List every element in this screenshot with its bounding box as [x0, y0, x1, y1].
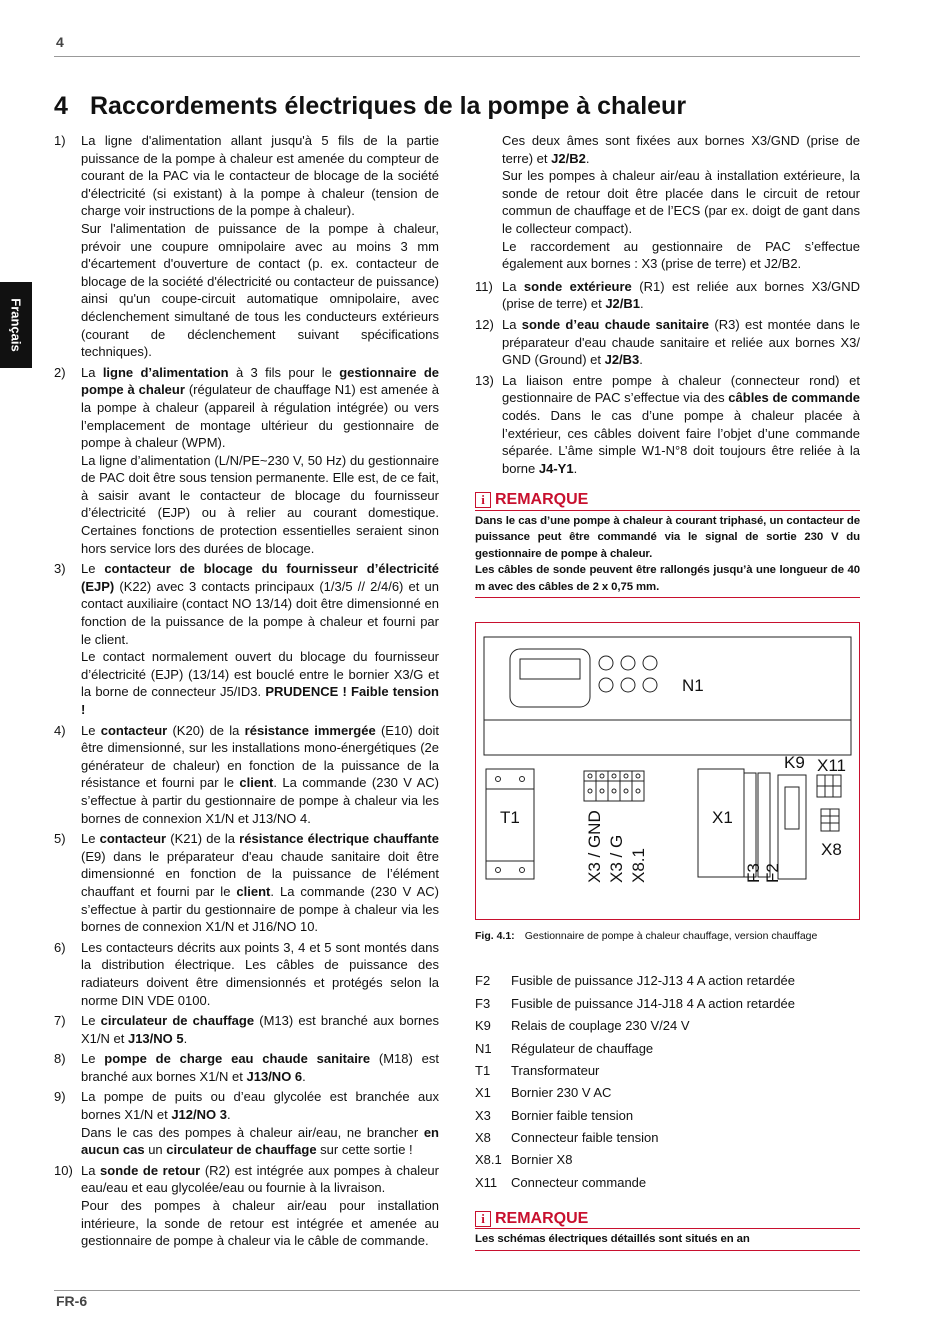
remarque-paragraph: Les câbles de sonde peuvent être rallongés jusqu’à une longueur de 40 m avec des câbles de 2 x 0,75 mm.	[475, 564, 860, 593]
list-item-number: 7)	[54, 1013, 66, 1029]
figure-controller-diagram	[475, 622, 860, 920]
emphasis: J4-Y1	[538, 460, 574, 476]
remarque-text	[475, 1231, 860, 1251]
list-item	[54, 132, 439, 361]
list-item-body	[81, 560, 439, 718]
legend-key: F2	[475, 973, 491, 989]
connector-x8	[821, 809, 839, 831]
control-button	[599, 678, 613, 692]
emphasis: client	[239, 775, 274, 791]
emphasis: en aucun cas	[81, 1124, 439, 1158]
legend-description: Transformateur	[511, 1062, 600, 1078]
controller-diagram-svg	[476, 623, 859, 919]
section-title	[54, 92, 686, 121]
list-item-body	[81, 939, 439, 1009]
legend-row	[475, 1171, 860, 1193]
emphasis: contacteur	[99, 831, 167, 847]
remarque-header	[475, 491, 860, 511]
legend-description: Fusible de puissance J12-J13 4 A action retardée	[511, 973, 796, 989]
paragraph: Le circulateur de chauffage (M13) est branché aux bornes X1/N et J13/NO 5.	[81, 1013, 439, 1046]
label-x11: X11	[817, 756, 846, 776]
emphasis: sonde extérieure	[523, 278, 632, 294]
list-item-number: 4)	[54, 722, 66, 738]
legend-row	[475, 1060, 860, 1082]
list-item-number: 3)	[54, 561, 66, 577]
paragraph: Pour des pompes à chaleur air/eau pour installation intérieure, la sonde de retour est intégrée et amenée au gestionnaire de pompe à chaleur via le câble de commande.	[81, 1198, 439, 1249]
legend-row	[475, 1104, 860, 1126]
legend-key: X3	[475, 1107, 491, 1123]
list-item-number: 13)	[475, 372, 494, 388]
legend-row	[475, 970, 860, 992]
list-item-body	[502, 278, 860, 313]
left-column	[54, 132, 439, 1253]
list-item	[54, 1088, 439, 1158]
label-k9: K9	[784, 753, 805, 773]
legend-description: Bornier X8	[511, 1152, 573, 1168]
paragraph: Dans le cas des pompes à chaleur air/eau, ne brancher en aucun cas un circulateur de chauffage sur cette sortie !	[81, 1124, 439, 1158]
list-item-body	[81, 132, 439, 361]
list-item-body	[81, 1162, 439, 1250]
remarque-header	[475, 1210, 860, 1230]
list-item-body	[81, 364, 439, 558]
list-item	[54, 939, 439, 1009]
emphasis: J2/B3	[604, 352, 640, 368]
paragraph: Le raccordement au gestionnaire de PAC s’effectue également aux bornes : X3 (prise de terre) et J2/B2.	[502, 238, 860, 272]
paragraph: Sur l'alimentation de puissance de la pompe à chaleur, prévoir une coupure omnipolaire avec au moins 3 mm d'écartement d'ouverture de contact (p. ex. contacteur de blocage de la société d'électricité ou contacteur de puissance) ainsi qu'un coupe-circuit automatique omnipolaire, avec déclenchement simultané de tous les conducteurs extérieurs (courant de déclenchement suivant spécifications techniques).	[81, 220, 439, 360]
legend-row	[475, 1037, 860, 1059]
legend-key: X8	[475, 1130, 491, 1146]
legend-key: T1	[475, 1062, 491, 1078]
emphasis: résistance électrique chauffante	[239, 831, 439, 847]
legend-description: Connecteur commande	[511, 1174, 647, 1190]
remarque-paragraph: Les schémas électriques détaillés sont situés en an	[475, 1233, 750, 1246]
right-column	[475, 132, 860, 1251]
display-screen	[520, 659, 580, 679]
list-item-body	[502, 316, 860, 369]
page-number: 4	[56, 34, 64, 50]
emphasis: PRUDENCE ! Faible tension !	[81, 684, 439, 717]
list-item-number: 11)	[475, 278, 493, 294]
list-item-number: 8)	[54, 1051, 66, 1067]
paragraph: Le contacteur de blocage du fournisseur d’électricité (EJP) (K22) avec 3 contacts principaux (1/3/5 // 2/4/6) et un contact auxiliaire (contact NO 13/14) doit être dimensionné en fonction de la puissance de la pompe à chaleur et fourni par le client.	[81, 561, 440, 647]
list-item-body	[81, 1088, 439, 1158]
display-frame	[510, 649, 590, 707]
figure-caption-label: Fig. 4.1:	[475, 930, 515, 943]
emphasis: câbles de commande	[728, 390, 860, 406]
emphasis: J2/B2	[551, 150, 586, 166]
list-item-number: 10)	[54, 1162, 73, 1178]
remarque-title: REMARQUE	[495, 1209, 589, 1227]
legend-key: X1	[475, 1085, 491, 1101]
emphasis: contacteur	[100, 722, 168, 738]
paragraph: La sonde extérieure (R1) est reliée aux bornes X3/GND (prise de terre) et J2/B1.	[502, 278, 860, 312]
list-item-body	[81, 1012, 439, 1047]
label-x3-g: X3 / G	[607, 835, 626, 884]
language-tab-label: Français	[8, 298, 24, 352]
list-item-number: 6)	[54, 939, 66, 955]
right-items	[475, 278, 860, 478]
control-button	[643, 678, 657, 692]
list-item-body	[502, 372, 860, 478]
emphasis: J13/NO 5	[127, 1030, 184, 1046]
legend-row	[475, 992, 860, 1014]
paragraph: Sur les pompes à chaleur air/eau à installation extérieure, la sonde de retour doit être placée dans le circuit de retour commun de chauffage et de l’ECS (par ex. doigt de gant dans le collecteur compact).	[502, 168, 860, 236]
control-button	[621, 678, 635, 692]
control-button	[599, 656, 613, 670]
paragraph: La liaison entre pompe à chaleur (connecteur rond) et gestionnaire de PAC s’effectue via des câbles de commande codés. Dans le cas d’une pompe à chaleur placée à l’extérieur, ces câbles doivent faire l’objet d’une commande séparée. L’âme simple W1-N°8 doit toujours être reliée à la borne J4-Y1.	[502, 372, 860, 476]
paragraph: Le contacteur (K20) de la résistance immergée (E10) doit être dimensionné, sur les installations mono-énergétiques (2e générateur de chaleur) en fonction de la puissance de la résistance et fourni par le client. La commande (230 V AC) s’effectue à partir du gestionnaire de pompe à chaleur via les bornes de connexion X1/N et J13/NO 4.	[81, 722, 439, 826]
connector-x11	[817, 775, 841, 797]
fuse-f2	[758, 773, 770, 877]
list-item	[475, 278, 860, 313]
controller-housing	[484, 637, 851, 755]
legend-row	[475, 1082, 860, 1104]
legend-key: N1	[475, 1040, 492, 1056]
label-x3-gnd: X3 / GND	[585, 810, 604, 884]
emphasis: résistance immergée	[244, 722, 376, 738]
emphasis: J13/NO 6	[246, 1068, 303, 1084]
emphasis: circulateur de chauffage	[100, 1013, 255, 1029]
legend-description: Fusible de puissance J14-J18 4 A action retardée	[511, 995, 796, 1011]
remarque-title: REMARQUE	[495, 491, 589, 509]
label-x8-1: X8.1	[629, 848, 648, 884]
label-f2: F2	[763, 863, 782, 884]
header-rule	[54, 56, 860, 57]
paragraph: La pompe de puits ou d’eau glycolée est branchée aux bornes X1/N et J12/NO 3.	[81, 1089, 439, 1123]
section-title-text: Raccordements électriques de la pompe à chaleur	[90, 92, 687, 120]
paragraph: La ligne d'alimentation allant jusqu'à 5 fils de la partie puissance de la pompe à chaleur est amenée du compteur de courant de la PAC via le contacteur de blocage de la société d'électricité (si existant) à la pompe à chaleur (tension de charge voir instructions de la pompe à chaleur).	[81, 133, 439, 219]
control-button	[643, 656, 657, 670]
paragraph: Les contacteurs décrits aux points 3, 4 et 5 sont montés dans la distribution électrique. Les câbles de puissance des radiateurs doivent être dimensionnés et protégés selon la norme DIN VDE 0100.	[81, 939, 439, 1008]
remarque-paragraph: Dans le cas d’une pompe à chaleur à courant triphasé, un contacteur de puissance peut être commandé via le signal de sortie 230 V du gestionnaire de pompe à chaleur.	[475, 514, 860, 560]
remarque-box-2	[475, 1210, 860, 1251]
legend-row	[475, 1127, 860, 1149]
paragraph: La ligne d’alimentation à 3 fils pour le gestionnaire de pompe à chaleur (régulateur de chauffage N1) est amenée à la pompe à chaleur (appareil à régulation intégrée) ou vers l’emplacement de montage ultérieur du gestionnaire de pompe à chaleur (WPM).	[81, 364, 440, 451]
footer-rule	[54, 1290, 860, 1291]
relay-k9	[778, 775, 806, 879]
label-x1: X1	[712, 808, 733, 828]
list-item	[54, 1012, 439, 1047]
list-item	[54, 722, 439, 828]
list-item-number: 9)	[54, 1089, 66, 1105]
paragraph: Le pompe de charge eau chaude sanitaire (M18) est branché aux bornes X1/N et J13/NO 6.	[81, 1051, 439, 1084]
list-item	[475, 372, 860, 478]
list-item-number: 5)	[54, 831, 66, 847]
list-item	[54, 1050, 439, 1085]
label-f3: F3	[744, 863, 763, 884]
remarque-box	[475, 491, 860, 598]
legend-row	[475, 1149, 860, 1171]
paragraph: Le contacteur (K21) de la résistance électrique chauffante (E9) dans le préparateur d'eau chaude sanitaire doit être dimensionné en fonction de la puissance de l’élément chauffant et fourni par le client. La commande (230 V AC) s’effectue à partir du gestionnaire de pompe à chaleur via les bornes de connexion X1/N et J16/NO 10.	[81, 831, 439, 935]
legend-key: X8.1	[475, 1152, 502, 1168]
legend-description: Régulateur de chauffage	[511, 1040, 654, 1056]
list-item	[54, 830, 439, 936]
list-item-body	[81, 722, 439, 828]
figure-caption	[475, 928, 860, 946]
emphasis: contacteur de blocage du fournisseur d’électricité (EJP)	[81, 561, 440, 594]
info-icon: i	[475, 1211, 491, 1227]
paragraph: Le contact normalement ouvert du blocage du fournisseur d’électricité (EJP) (13/14) est bouclé entre le bornier X3/G et la borne de connecteur J5/ID3. PRUDENCE ! Faible tension !	[81, 649, 439, 717]
legend-key: X11	[475, 1174, 498, 1190]
list-item-number: 12)	[475, 316, 494, 332]
paragraph: La sonde d’eau chaude sanitaire (R3) est montée dans le préparateur d'eau chaude sanitaire et reliée aux bornes X3/ GND (Ground) et J2/B3.	[502, 316, 860, 368]
list-item	[475, 316, 860, 369]
item-10-continuation	[475, 132, 860, 273]
emphasis: ligne d’alimentation	[102, 364, 229, 380]
legend-description: Relais de couplage 230 V/24 V	[511, 1018, 690, 1034]
terminal-block-x3	[584, 771, 644, 801]
legend-description: Bornier faible tension	[511, 1107, 634, 1123]
emphasis: circulateur de chauffage	[166, 1142, 317, 1158]
legend-list	[475, 970, 860, 1194]
legend-description: Bornier 230 V AC	[511, 1085, 612, 1101]
legend-description: Connecteur faible tension	[511, 1130, 659, 1146]
info-icon: i	[475, 492, 491, 508]
section-number: 4	[54, 92, 68, 120]
footer-page-label: FR-6	[56, 1293, 88, 1309]
emphasis: J2/B1	[605, 296, 641, 312]
label-x8: X8	[821, 840, 842, 860]
list-item-number: 2)	[54, 364, 66, 380]
emphasis: sonde d’eau chaude sanitaire	[521, 316, 710, 332]
legend-key: F3	[475, 995, 491, 1011]
list-item	[54, 560, 439, 718]
control-button	[621, 656, 635, 670]
label-t1: T1	[500, 808, 520, 828]
paragraph: La ligne d’alimentation (L/N/PE~230 V, 50 Hz) du gestionnaire de PAC doit être sous tension permanente. Elle est, de ce fait, à saisir avant le contacteur de blocage du fournisseur d’électricité (EJP) ou à relier au courant domestique. Certaines fonctions de protection essentielles seraient sinon hors service lors des durées de blocage.	[81, 452, 439, 556]
label-n1: N1	[682, 676, 704, 696]
list-item	[54, 364, 439, 558]
paragraph: La sonde de retour (R2) est intégrée aux pompes à chaleur eau/eau et eau glycolée/eau ou fournie à la livraison.	[81, 1162, 439, 1196]
list-item-body	[81, 1050, 439, 1085]
legend-row	[475, 1015, 860, 1037]
list-item-number: 1)	[54, 133, 66, 148]
figure-caption-text: Gestionnaire de pompe à chaleur chauffage, version chauffage	[524, 930, 818, 943]
fuse-f3	[744, 773, 756, 877]
emphasis: pompe de charge eau chaude sanitaire	[104, 1051, 371, 1067]
language-tab	[0, 282, 32, 368]
remarque-text	[475, 513, 860, 599]
emphasis: sonde de retour	[100, 1162, 201, 1178]
list-item-body	[81, 830, 439, 936]
emphasis: client	[236, 883, 271, 899]
paragraph: Ces deux âmes sont fixées aux bornes X3/GND (prise de terre) et J2/B2.	[502, 133, 860, 166]
emphasis: gestionnaire de pompe à chaleur	[81, 364, 439, 398]
emphasis: J12/NO 3	[171, 1107, 227, 1123]
legend-key: K9	[475, 1018, 491, 1034]
list-item	[54, 1162, 439, 1250]
